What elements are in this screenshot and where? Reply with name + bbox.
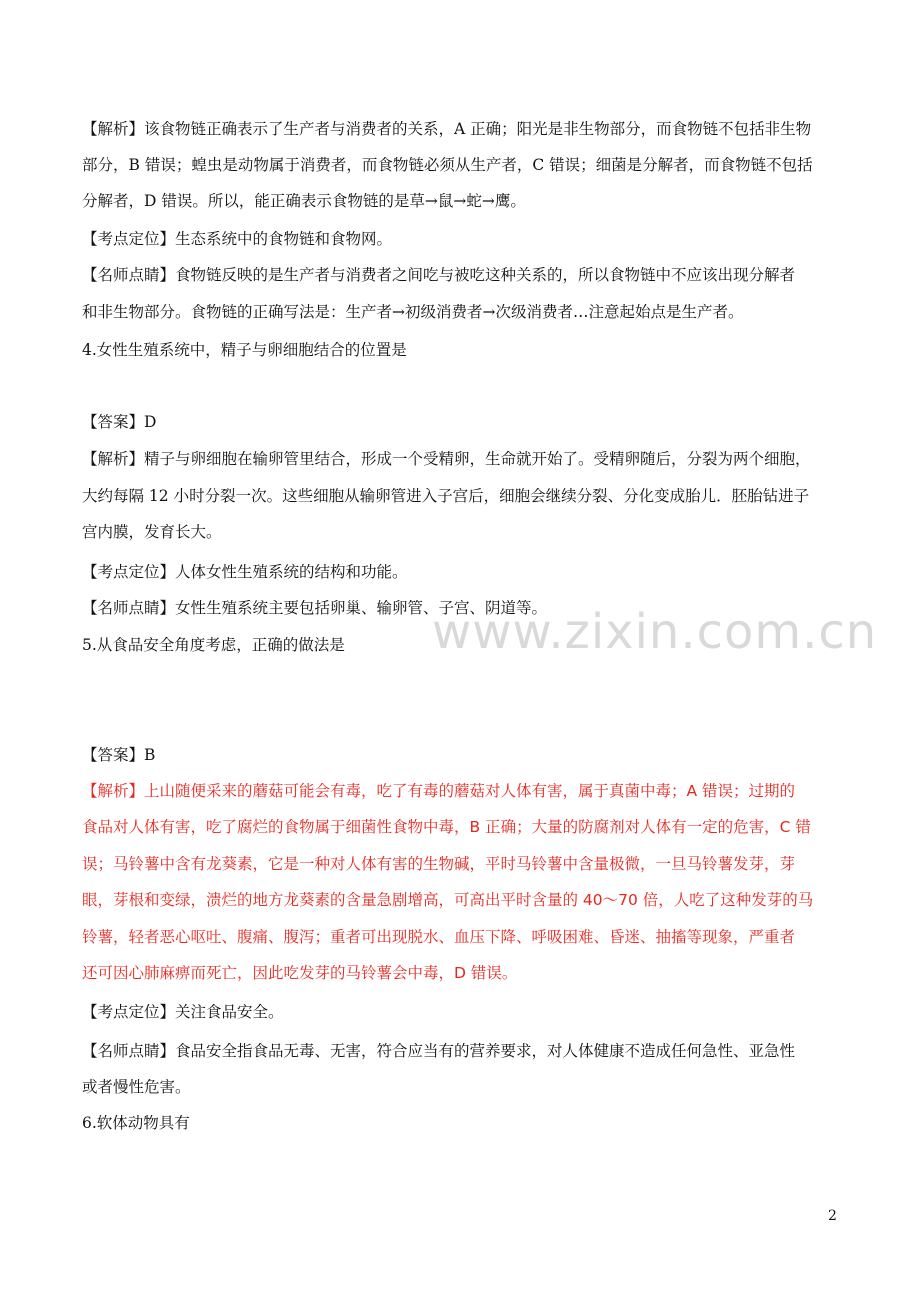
q4-answer: 【答案】D	[82, 413, 157, 431]
q4-analysis-line-2: 大约每隔 12 小时分裂一次。这些细胞从输卵管进入子宫后，细胞会继续分裂、分化变成胎儿．胚胎钻进子	[82, 487, 810, 505]
q5-analysis-line-6: 还可因心肺麻痹而死亡，因此吃发芽的马铃薯会中毒，D 错误。	[82, 964, 518, 982]
q3-analysis-line-2: 部分，B 错误；蝗虫是动物属于消费者，而食物链必须从生产者，C 错误；细菌是分解者，而食物链不包括	[82, 156, 813, 174]
q5-answer: 【答案】B	[82, 746, 156, 764]
q5-analysis-line-3: 误；马铃薯中含有龙葵素，它是一种对人体有害的生物碱，平时马铃薯中含量极微，一旦马铃薯发芽，芽	[82, 855, 796, 873]
q4-analysis-line-1: 【解析】精子与卵细胞在输卵管里结合，形成一个受精卵，生命就开始了。受精卵随后，分裂为两个细胞，	[82, 450, 811, 468]
q4-question: 4.女性生殖系统中，精子与卵细胞结合的位置是	[82, 341, 407, 359]
q5-mingshi-line-2: 或者慢性危害。	[82, 1078, 191, 1096]
q4-mingshi: 【名师点睛】女性生殖系统主要包括卵巢、输卵管、子宫、阴道等。	[82, 599, 548, 617]
watermark: www.zixin.com.cn	[432, 604, 878, 660]
q6-question: 6.软体动物具有	[82, 1114, 190, 1132]
q5-analysis-line-4: 眼，芽根和变绿，溃烂的地方龙葵素的含量急剧增高，可高出平时含量的 40～70 倍，人吃了这种发芽的马	[82, 891, 814, 909]
q5-kaodian: 【考点定位】关注食品安全。	[82, 1003, 284, 1021]
q3-analysis-line-3: 分解者，D 错误。所以，能正确表示食物链的是草→鼠→蛇→鹰。	[82, 192, 526, 210]
q3-mingshi-line-2: 和非生物部分。食物链的正确写法是：生产者→初级消费者→次级消费者…注意起始点是生产者。	[82, 303, 744, 321]
q5-analysis-line-1: 【解析】上山随便采来的蘑菇可能会有毒，吃了有毒的蘑菇对人体有害，属于真菌中毒；A 错误；过期的	[82, 782, 796, 800]
q4-kaodian: 【考点定位】人体女性生殖系统的结构和功能。	[82, 563, 408, 581]
q3-mingshi-line-1: 【名师点睛】食物链反映的是生产者与消费者之间吃与被吃这种关系的，所以食物链中不应该出现分解者	[82, 266, 796, 284]
q3-analysis-line-1: 【解析】该食物链正确表示了生产者与消费者的关系，A 正确；阳光是非生物部分，而食物链不包括非生物	[82, 120, 812, 138]
q5-mingshi-line-1: 【名师点睛】食品安全指食品无毒、无害，符合应当有的营养要求，对人体健康不造成任何急性、亚急性	[82, 1042, 796, 1060]
q5-analysis-line-2: 食品对人体有害，吃了腐烂的食物属于细菌性食物中毒，B 正确；大量的防腐剂对人体有一定的危害，C 错	[82, 818, 811, 836]
q5-analysis-line-5: 铃薯，轻者恶心呕吐、腹痛、腹泻；重者可出现脱水、血压下降、呼吸困难、昏迷、抽搐等现象，严重者	[82, 928, 796, 946]
q5-question: 5.从食品安全角度考虑，正确的做法是	[82, 636, 345, 654]
page-number: 2	[828, 1208, 837, 1224]
q4-analysis-line-3: 宫内膜，发育长大。	[82, 523, 222, 541]
q3-kaodian: 【考点定位】生态系统中的食物链和食物网。	[82, 230, 393, 248]
